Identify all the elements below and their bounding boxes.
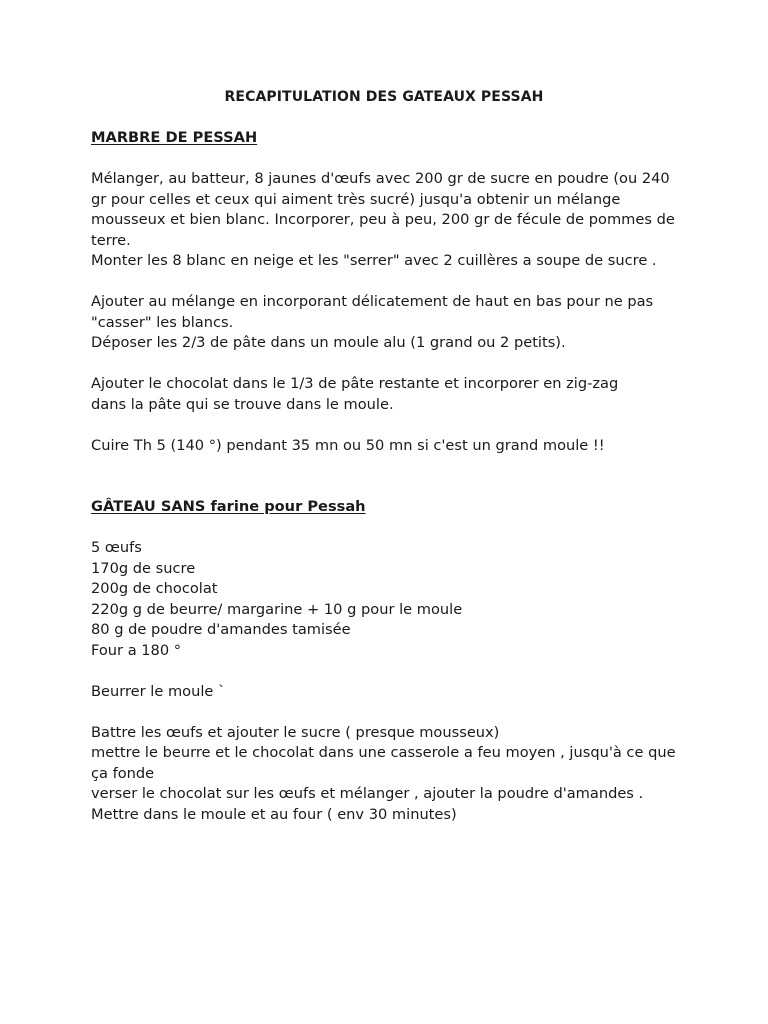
text-line: "casser" les blancs. bbox=[91, 313, 234, 331]
spacer bbox=[91, 518, 671, 539]
spacer bbox=[91, 272, 671, 293]
ingredient-item: 170g de sucre bbox=[91, 559, 196, 577]
step-line: mettre le beurre et le chocolat dans une casserole a feu moyen , jusqu'à ce que bbox=[91, 744, 676, 761]
spacer bbox=[91, 354, 671, 375]
ingredient-list bbox=[91, 538, 671, 661]
text-line: Ajouter le chocolat dans le 1/3 de pâte restante et incorporer en zig-zag bbox=[91, 375, 619, 392]
document-page bbox=[91, 87, 676, 825]
spacer bbox=[91, 108, 671, 129]
ingredient-item: 200g de chocolat bbox=[91, 580, 218, 597]
step-line: ça fonde bbox=[91, 764, 155, 782]
spacer bbox=[91, 415, 671, 436]
marbre-recipe-text bbox=[91, 169, 675, 456]
section-heading-gateau: GÂTEAU SANS farine pour Pessah bbox=[91, 498, 366, 515]
step-line: verser le chocolat sur les œufs et mélanger , ajouter la poudre d'amandes . bbox=[91, 785, 644, 802]
text-line: Monter les 8 blanc en neige et les "serrer" avec 2 cuillères a soupe de sucre . bbox=[91, 252, 657, 269]
section-heading-marbre: MARBRE DE PESSAH bbox=[91, 129, 258, 146]
spacer bbox=[91, 702, 671, 723]
text-line: Déposer les 2/3 de pâte dans un moule alu (1 grand ou 2 petits). bbox=[91, 334, 566, 351]
text-line: Mélanger, au batteur, 8 jaunes d'œufs avec 200 gr de sucre en poudre (ou 240 bbox=[91, 170, 670, 187]
text-line: Cuire Th 5 (140 °) pendant 35 mn ou 50 mn si c'est un grand moule !! bbox=[91, 436, 605, 454]
ingredient-item: Four a 180 ° bbox=[91, 641, 182, 659]
text-line: gr pour celles et ceux qui aiment très sucré) jusqu'a obtenir un mélange bbox=[91, 190, 621, 208]
spacer bbox=[91, 149, 671, 170]
step-line: Mettre dans le moule et au four ( env 30 minutes) bbox=[91, 805, 457, 823]
text-line: terre. bbox=[91, 231, 131, 249]
gateau-steps bbox=[91, 723, 676, 826]
step-line: Battre les œufs et ajouter le sucre ( presque mousseux) bbox=[91, 723, 500, 741]
spacer bbox=[91, 477, 671, 498]
text-line: dans la pâte qui se trouve dans le moule. bbox=[91, 395, 394, 413]
document-title: RECAPITULATION DES GATEAUX PESSAH bbox=[224, 89, 544, 105]
text-line: Ajouter au mélange en incorporant délicatement de haut en bas pour ne pas bbox=[91, 293, 654, 310]
ingredient-item: 80 g de poudre d'amandes tamisée bbox=[91, 621, 351, 638]
spacer bbox=[91, 456, 671, 477]
text-line: mousseux et bien blanc. Incorporer, peu à peu, 200 gr de fécule de pommes de bbox=[91, 211, 675, 228]
step-butter-mold: Beurrer le moule ` bbox=[91, 682, 226, 700]
ingredient-item: 5 œufs bbox=[91, 539, 142, 556]
spacer bbox=[91, 661, 671, 682]
ingredient-item: 220g g de beurre/ margarine + 10 g pour le moule bbox=[91, 600, 463, 618]
